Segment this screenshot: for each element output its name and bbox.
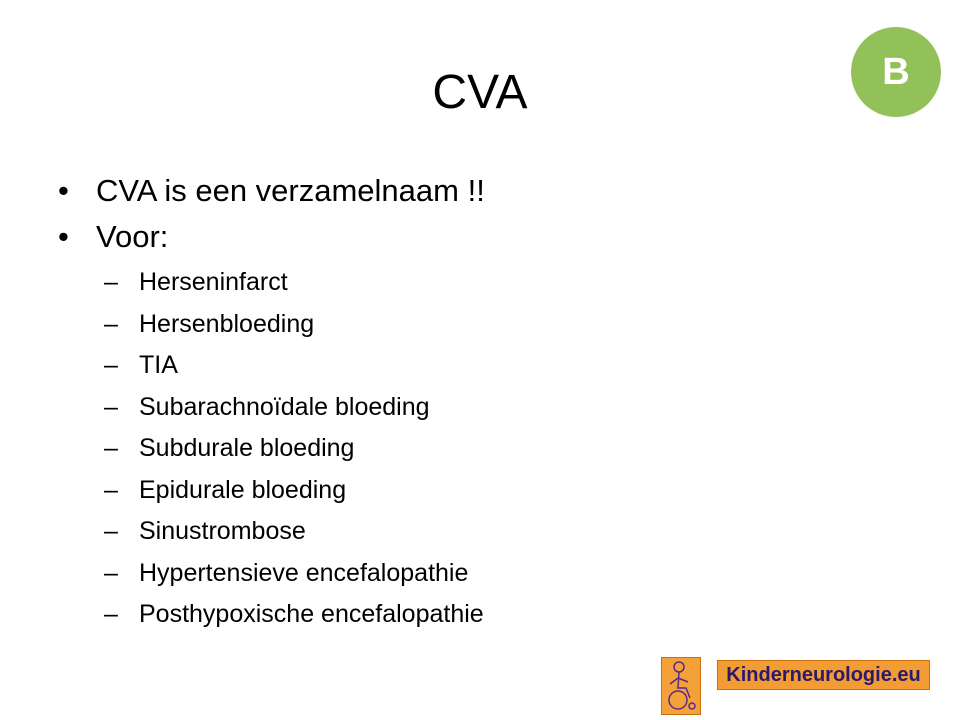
- bullet-mark: •: [58, 173, 69, 208]
- dash-mark: –: [104, 517, 118, 545]
- sub-item: [104, 594, 484, 636]
- dash-mark: –: [104, 392, 118, 421]
- dash-mark: –: [104, 268, 118, 296]
- dash-mark: –: [104, 600, 118, 628]
- bullet-item: [58, 168, 485, 214]
- sub-item-text: Subdurale bloeding: [139, 434, 355, 462]
- bullet-item: [58, 214, 485, 260]
- sub-item: [104, 304, 484, 346]
- dash-mark: –: [104, 475, 118, 504]
- dash-mark: –: [104, 558, 118, 587]
- bullet-list: [58, 168, 485, 260]
- child-wheelchair-icon: [661, 657, 701, 715]
- dash-mark: –: [104, 351, 118, 379]
- sub-item: [104, 470, 484, 512]
- dash-mark: –: [104, 434, 118, 462]
- sub-item: [104, 553, 484, 595]
- sub-item-text: TIA: [139, 351, 178, 379]
- sub-item: [104, 428, 484, 470]
- bullet-mark: •: [58, 219, 69, 254]
- sub-item-text: Herseninfarct: [139, 268, 288, 296]
- sub-bullet-list: [104, 262, 484, 636]
- slide-title: CVA: [432, 66, 528, 119]
- sub-item-text: Subarachnoïdale bloeding: [139, 392, 430, 421]
- sub-item: [104, 387, 484, 429]
- sub-item-text: Posthypoxische encefalopathie: [139, 600, 484, 628]
- dash-mark: –: [104, 309, 118, 338]
- sub-item: [104, 511, 484, 553]
- sub-item-text: Epidurale bloeding: [139, 475, 347, 504]
- bullet-text: Voor:: [96, 219, 169, 254]
- bullet-text: CVA is een verzamelnaam !!: [96, 173, 485, 208]
- sub-item-text: Hypertensieve encefalopathie: [139, 558, 469, 587]
- sub-item-text: Sinustrombose: [139, 517, 306, 545]
- sub-item: [104, 345, 484, 387]
- child-wheelchair-icon-graphic: [662, 658, 700, 714]
- site-logo: Kinderneurologie.eu: [717, 660, 930, 690]
- sub-item-text: Hersenbloeding: [139, 309, 315, 338]
- sub-item: [104, 262, 484, 304]
- section-badge: B: [851, 27, 941, 117]
